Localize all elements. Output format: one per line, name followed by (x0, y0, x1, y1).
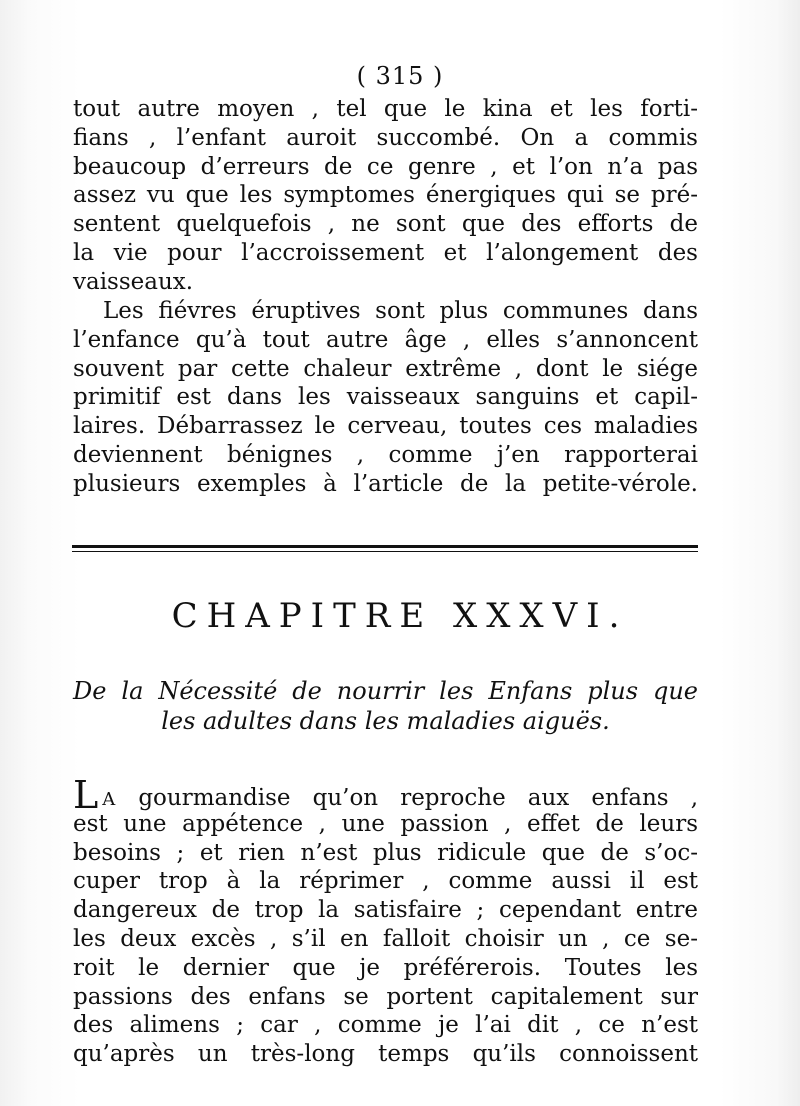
drop-cap: L (73, 773, 99, 817)
text-line: Les fiévres éruptives sont plus communes dans (103, 298, 698, 324)
text-line: vaisseaux. (73, 268, 194, 295)
first-line (73, 773, 699, 817)
text-line: beaucoup d’erreurs de ce genre , et l’on n’a pas (73, 153, 698, 180)
text-line: tout autre moyen , tel que le kina et les forti- (73, 96, 698, 122)
chapter-heading: CHAPITRE XXXVI. (171, 596, 629, 636)
first-line-text: gourmandise qu’on reproche aux enfans , (138, 785, 699, 811)
text-line: passions des enfans se portent capitalement sur (73, 983, 698, 1010)
divider-rule-thick (72, 545, 698, 548)
text-line: besoins ; et rien n’est plus ridicule que de s’oc- (73, 839, 698, 866)
text-line: les deux excès , s’il en falloit choisir un , ce se- (73, 925, 698, 952)
text-line: l’enfance qu’à tout autre âge , elles s’annoncent (73, 326, 698, 353)
text-line: est une appétence , une passion , effet de leurs (73, 810, 698, 837)
text-line: sentent quelquefois , ne sont que des efforts de (73, 211, 698, 238)
text-line: deviennent bénignes , comme j’en rapporterai (73, 441, 698, 468)
text-line: dangereux de trop la satisfaire ; cependant entre (73, 897, 698, 924)
text-line: assez vu que les symptomes énergiques qui se pré- (73, 182, 698, 209)
chapter-subtitle (73, 676, 698, 736)
text-line: cuper trop à la réprimer , comme aussi il est (73, 868, 698, 895)
small-cap: A (102, 789, 117, 810)
paragraph-continued (73, 95, 698, 297)
text-line: qu’après un très-long temps qu’ils connoissent (73, 1041, 698, 1068)
text-line: fians , l’enfant auroit succombé. On a commis (73, 124, 698, 151)
text-line: des alimens ; car , comme je l’ai dit , ce n’est (73, 1012, 698, 1039)
paragraph-eruptive-fevers (73, 297, 698, 499)
subtitle-line: De la Nécessité de nourrir les Enfans plus que (73, 677, 698, 705)
text-line: souvent par cette chaleur extrême , dont le siége (73, 355, 698, 382)
divider-rule-thin (72, 551, 698, 552)
text-line: la vie pour l’accroissement et l’alongement des (73, 239, 698, 266)
page-number: ( 315 ) (356, 62, 444, 90)
text-line: laires. Débarrassez le cerveau, toutes ces maladies (73, 413, 698, 440)
subtitle-line: les adultes dans les maladies aiguës. (161, 707, 610, 735)
text-line: plusieurs exemples à l’article de la petite-vérole. (73, 470, 698, 497)
paragraph-gourmandise (73, 773, 699, 1069)
section-divider (72, 545, 698, 555)
text-line: primitif est dans les vaisseaux sanguins et capil- (73, 384, 698, 411)
text-line: roit le dernier que je préférerois. Toutes les (73, 954, 698, 981)
